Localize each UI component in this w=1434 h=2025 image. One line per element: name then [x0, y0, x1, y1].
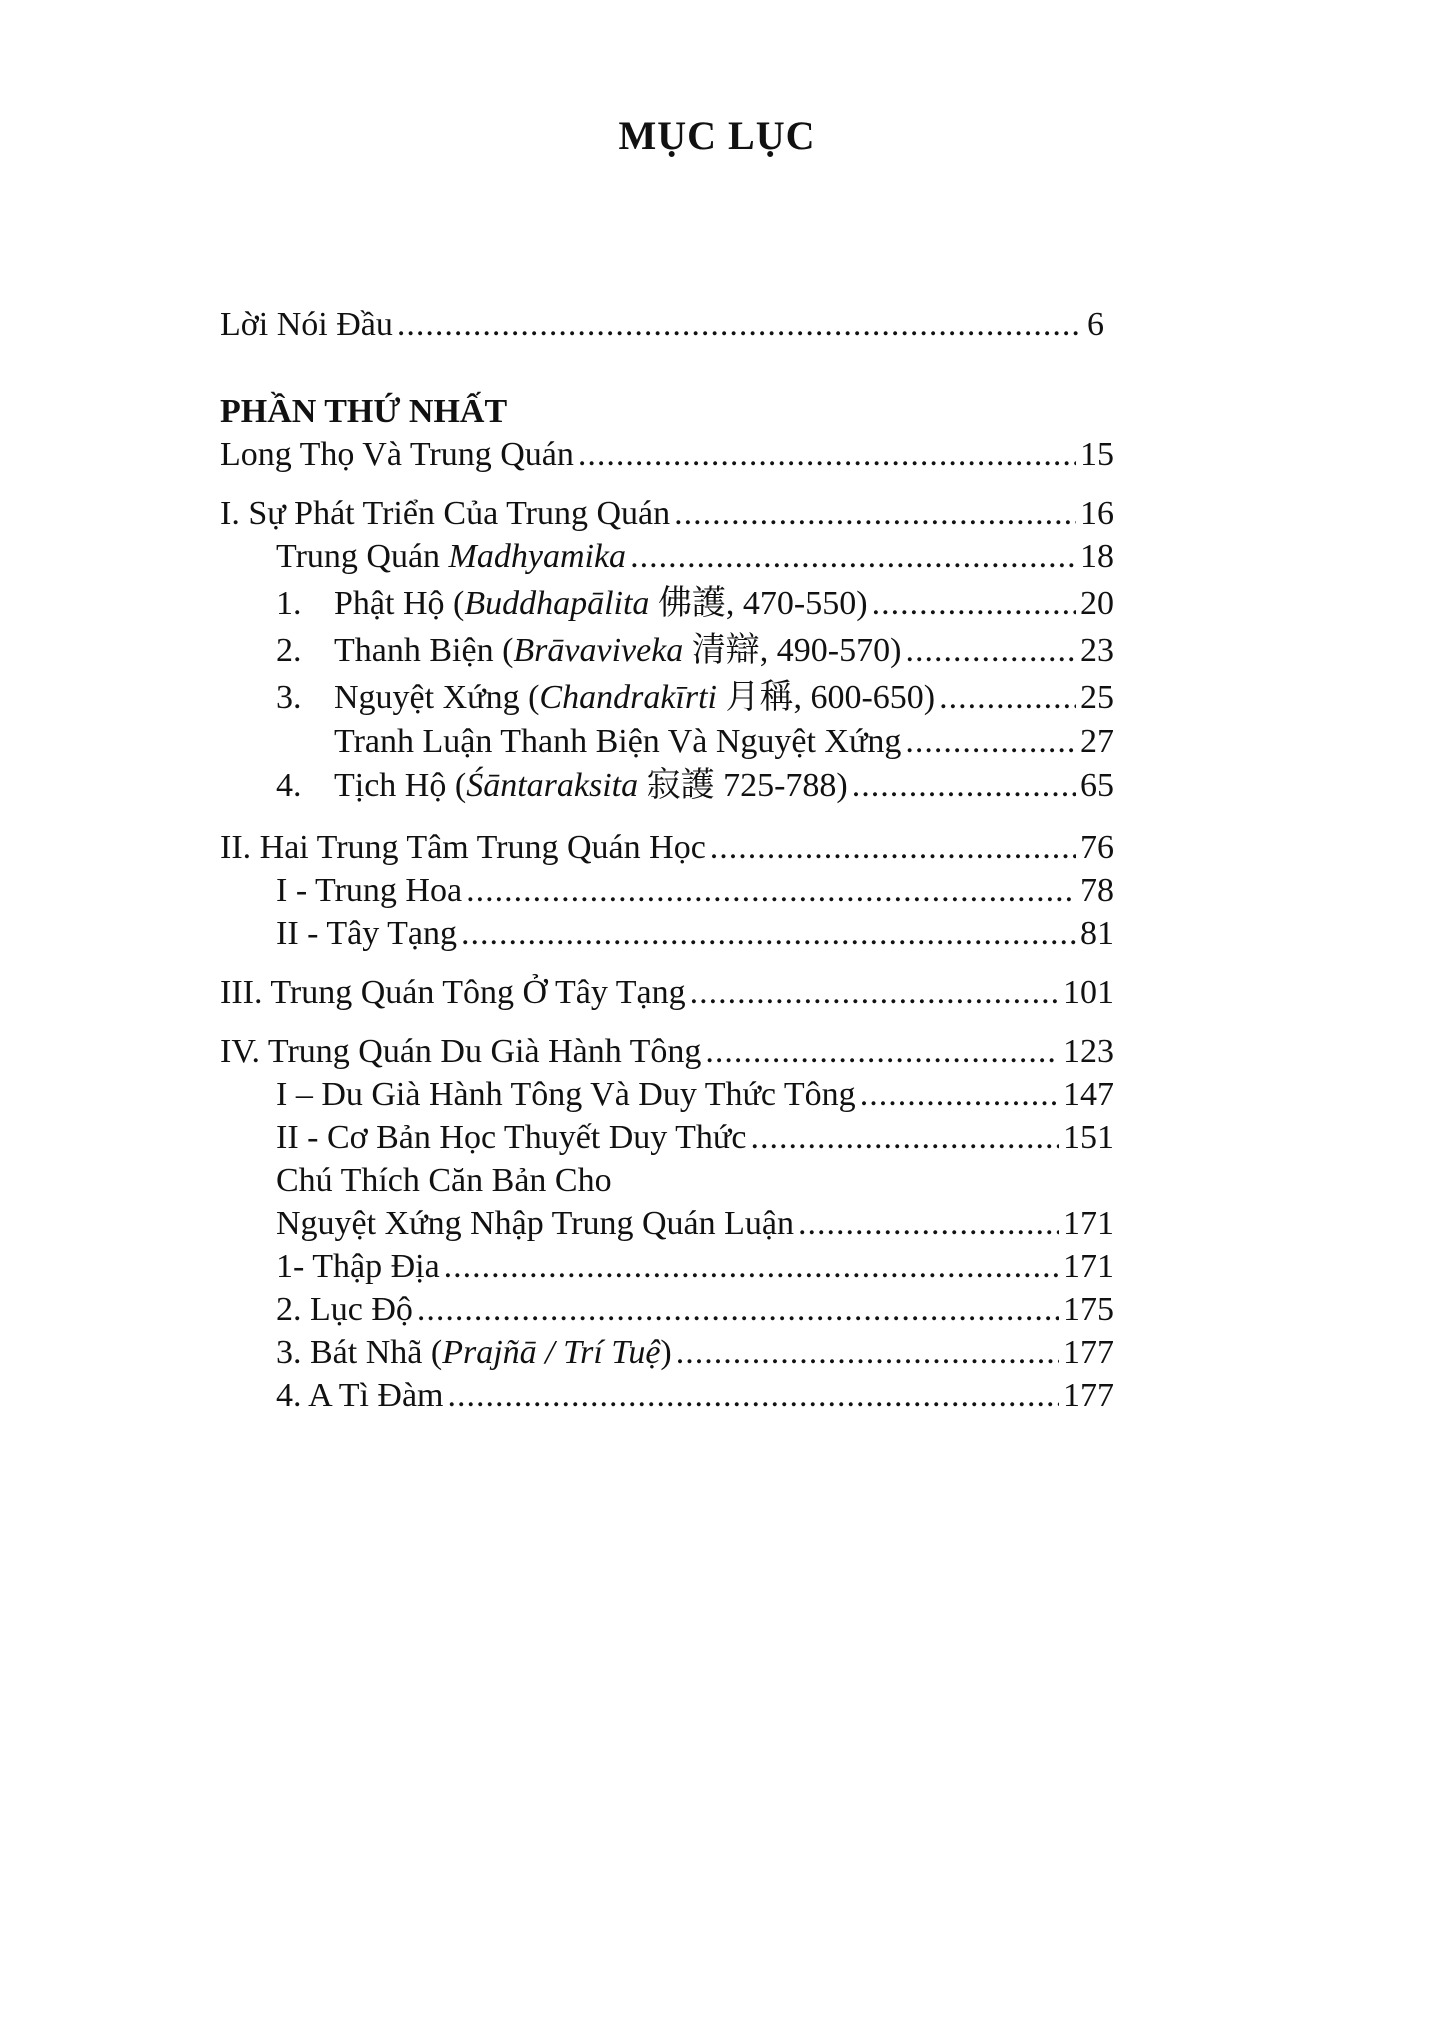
toc-entry[interactable]: [276, 584, 1114, 624]
toc-page-number: 151: [1063, 1119, 1114, 1156]
leader-dots: [466, 871, 1076, 911]
toc-entry[interactable]: [276, 1204, 1114, 1244]
toc-entry[interactable]: [276, 631, 1114, 671]
toc-entry[interactable]: [334, 722, 1114, 762]
toc-entry[interactable]: [276, 1333, 1114, 1373]
toc-entry-text: III. Trung Quán Tông Ở Tây Tạng: [220, 974, 686, 1011]
leader-dots: [630, 537, 1076, 577]
toc-entry-text: II - Tây Tạng: [276, 915, 457, 952]
toc-page-number: 15: [1080, 436, 1114, 473]
toc-entry-text: 2. Lục Độ: [276, 1291, 413, 1328]
toc-page-number: 6: [1087, 306, 1104, 343]
toc-page-number: 171: [1063, 1205, 1114, 1242]
toc-page-number: 81: [1080, 915, 1114, 952]
toc-entry-text: I. Sự Phát Triển Của Trung Quán: [220, 495, 671, 532]
toc-page-number: 78: [1080, 872, 1114, 909]
toc-entry-text: 1- Thập Địa: [276, 1248, 440, 1285]
toc-entry-text: I – Du Già Hành Tông Và Duy Thức Tông: [276, 1076, 856, 1113]
toc-entry-text: Nguyệt Xứng Nhập Trung Quán Luận: [276, 1205, 795, 1242]
toc-entry-text: I - Trung Hoa: [276, 872, 463, 909]
leader-dots: [444, 1247, 1059, 1287]
toc-entry-text: Tịch Hộ (Śāntaraksita 寂護 725-788): [334, 767, 848, 804]
toc-page-number: 175: [1063, 1291, 1114, 1328]
toc-entry[interactable]: [276, 1290, 1114, 1330]
toc-entry-text: Phật Hộ (Buddhapālita 佛護, 470-550): [334, 585, 868, 622]
toc-entry[interactable]: [276, 678, 1114, 718]
toc-entry-text: Chú Thích Căn Bản Cho: [276, 1162, 612, 1199]
toc-entry-number: 3.: [276, 679, 302, 716]
toc-page-number: 25: [1080, 679, 1114, 716]
toc-entry[interactable]: [276, 1247, 1114, 1287]
toc-page-number: 65: [1080, 767, 1114, 804]
leader-dots: [676, 1333, 1059, 1373]
toc-page-number: 101: [1063, 974, 1114, 1011]
toc-page-number: 16: [1080, 495, 1114, 532]
toc-page-number: 147: [1063, 1076, 1114, 1113]
toc-page-number: 76: [1080, 829, 1114, 866]
toc-entry[interactable]: [220, 494, 1114, 534]
toc-page-number: 171: [1063, 1248, 1114, 1285]
toc-entry-text: Tranh Luận Thanh Biện Và Nguyệt Xứng: [334, 723, 902, 760]
leader-dots: [448, 1376, 1060, 1416]
toc-entry[interactable]: [276, 1075, 1114, 1115]
toc-entry-text: Trung Quán Madhyamika: [276, 538, 627, 575]
leader-dots: [674, 494, 1076, 534]
toc-entry-text: Thanh Biện (Brāvaviveka 清辯, 490-570): [334, 632, 902, 669]
toc-entry[interactable]: [276, 537, 1114, 577]
toc-page-number: 123: [1063, 1033, 1114, 1070]
toc-entry[interactable]: [220, 435, 1114, 475]
toc-entry-text: Nguyệt Xứng (Chandrakīrti 月稱, 600-650): [334, 679, 936, 716]
toc-entry-text: Lời Nói Đầu: [220, 306, 393, 343]
toc-entry[interactable]: [220, 828, 1114, 868]
toc-entry-number: 4.: [276, 767, 302, 804]
leader-dots: [750, 1118, 1059, 1158]
leader-dots: [860, 1075, 1059, 1115]
toc-page-number: 23: [1080, 632, 1114, 669]
toc-entry-text: Long Thọ Và Trung Quán: [220, 436, 574, 473]
leader-dots: [710, 828, 1076, 868]
toc-page-number: 20: [1080, 585, 1114, 622]
toc-entry-text: II. Hai Trung Tâm Trung Quán Học: [220, 829, 706, 866]
leader-dots: [798, 1204, 1059, 1244]
toc-page-number: 18: [1080, 538, 1114, 575]
leader-dots: [939, 678, 1076, 718]
leader-dots: [872, 584, 1076, 624]
leader-dots: [905, 722, 1076, 762]
leader-dots: [705, 1032, 1059, 1072]
toc-page-number: 177: [1063, 1377, 1114, 1414]
toc-entry[interactable]: [220, 1032, 1114, 1072]
toc-entry-text: II - Cơ Bản Học Thuyết Duy Thức: [276, 1119, 747, 1156]
toc-entry-number: 2.: [276, 632, 302, 669]
toc-page-number: 27: [1080, 723, 1114, 760]
leader-dots: [852, 766, 1076, 806]
page-title: MỤC LỤC: [618, 113, 816, 158]
leader-dots: [578, 435, 1076, 475]
toc-entry-text: IV. Trung Quán Du Già Hành Tông: [220, 1033, 702, 1070]
part-heading: PHẦN THỨ NHẤT: [220, 393, 508, 430]
toc-entry[interactable]: [276, 871, 1114, 911]
toc-page-number: 177: [1063, 1334, 1114, 1371]
toc-entry-text: 3. Bát Nhã (Prajñā / Trí Tuệ): [276, 1334, 672, 1371]
leader-dots: [417, 1290, 1059, 1330]
leader-dots: [461, 914, 1076, 954]
toc-entry[interactable]: [276, 1118, 1114, 1158]
toc-entry[interactable]: [276, 914, 1114, 954]
leader-dots: [690, 973, 1059, 1013]
leader-dots: [397, 305, 1083, 345]
toc-entry[interactable]: [220, 973, 1114, 1013]
toc-entry-number: 1.: [276, 585, 302, 622]
leader-dots: [905, 631, 1076, 671]
toc-entry-text: 4. A Tì Đàm: [276, 1377, 444, 1414]
toc-entry[interactable]: [276, 766, 1114, 806]
toc-entry-preface[interactable]: [220, 305, 1104, 345]
toc-entry[interactable]: [276, 1376, 1114, 1416]
